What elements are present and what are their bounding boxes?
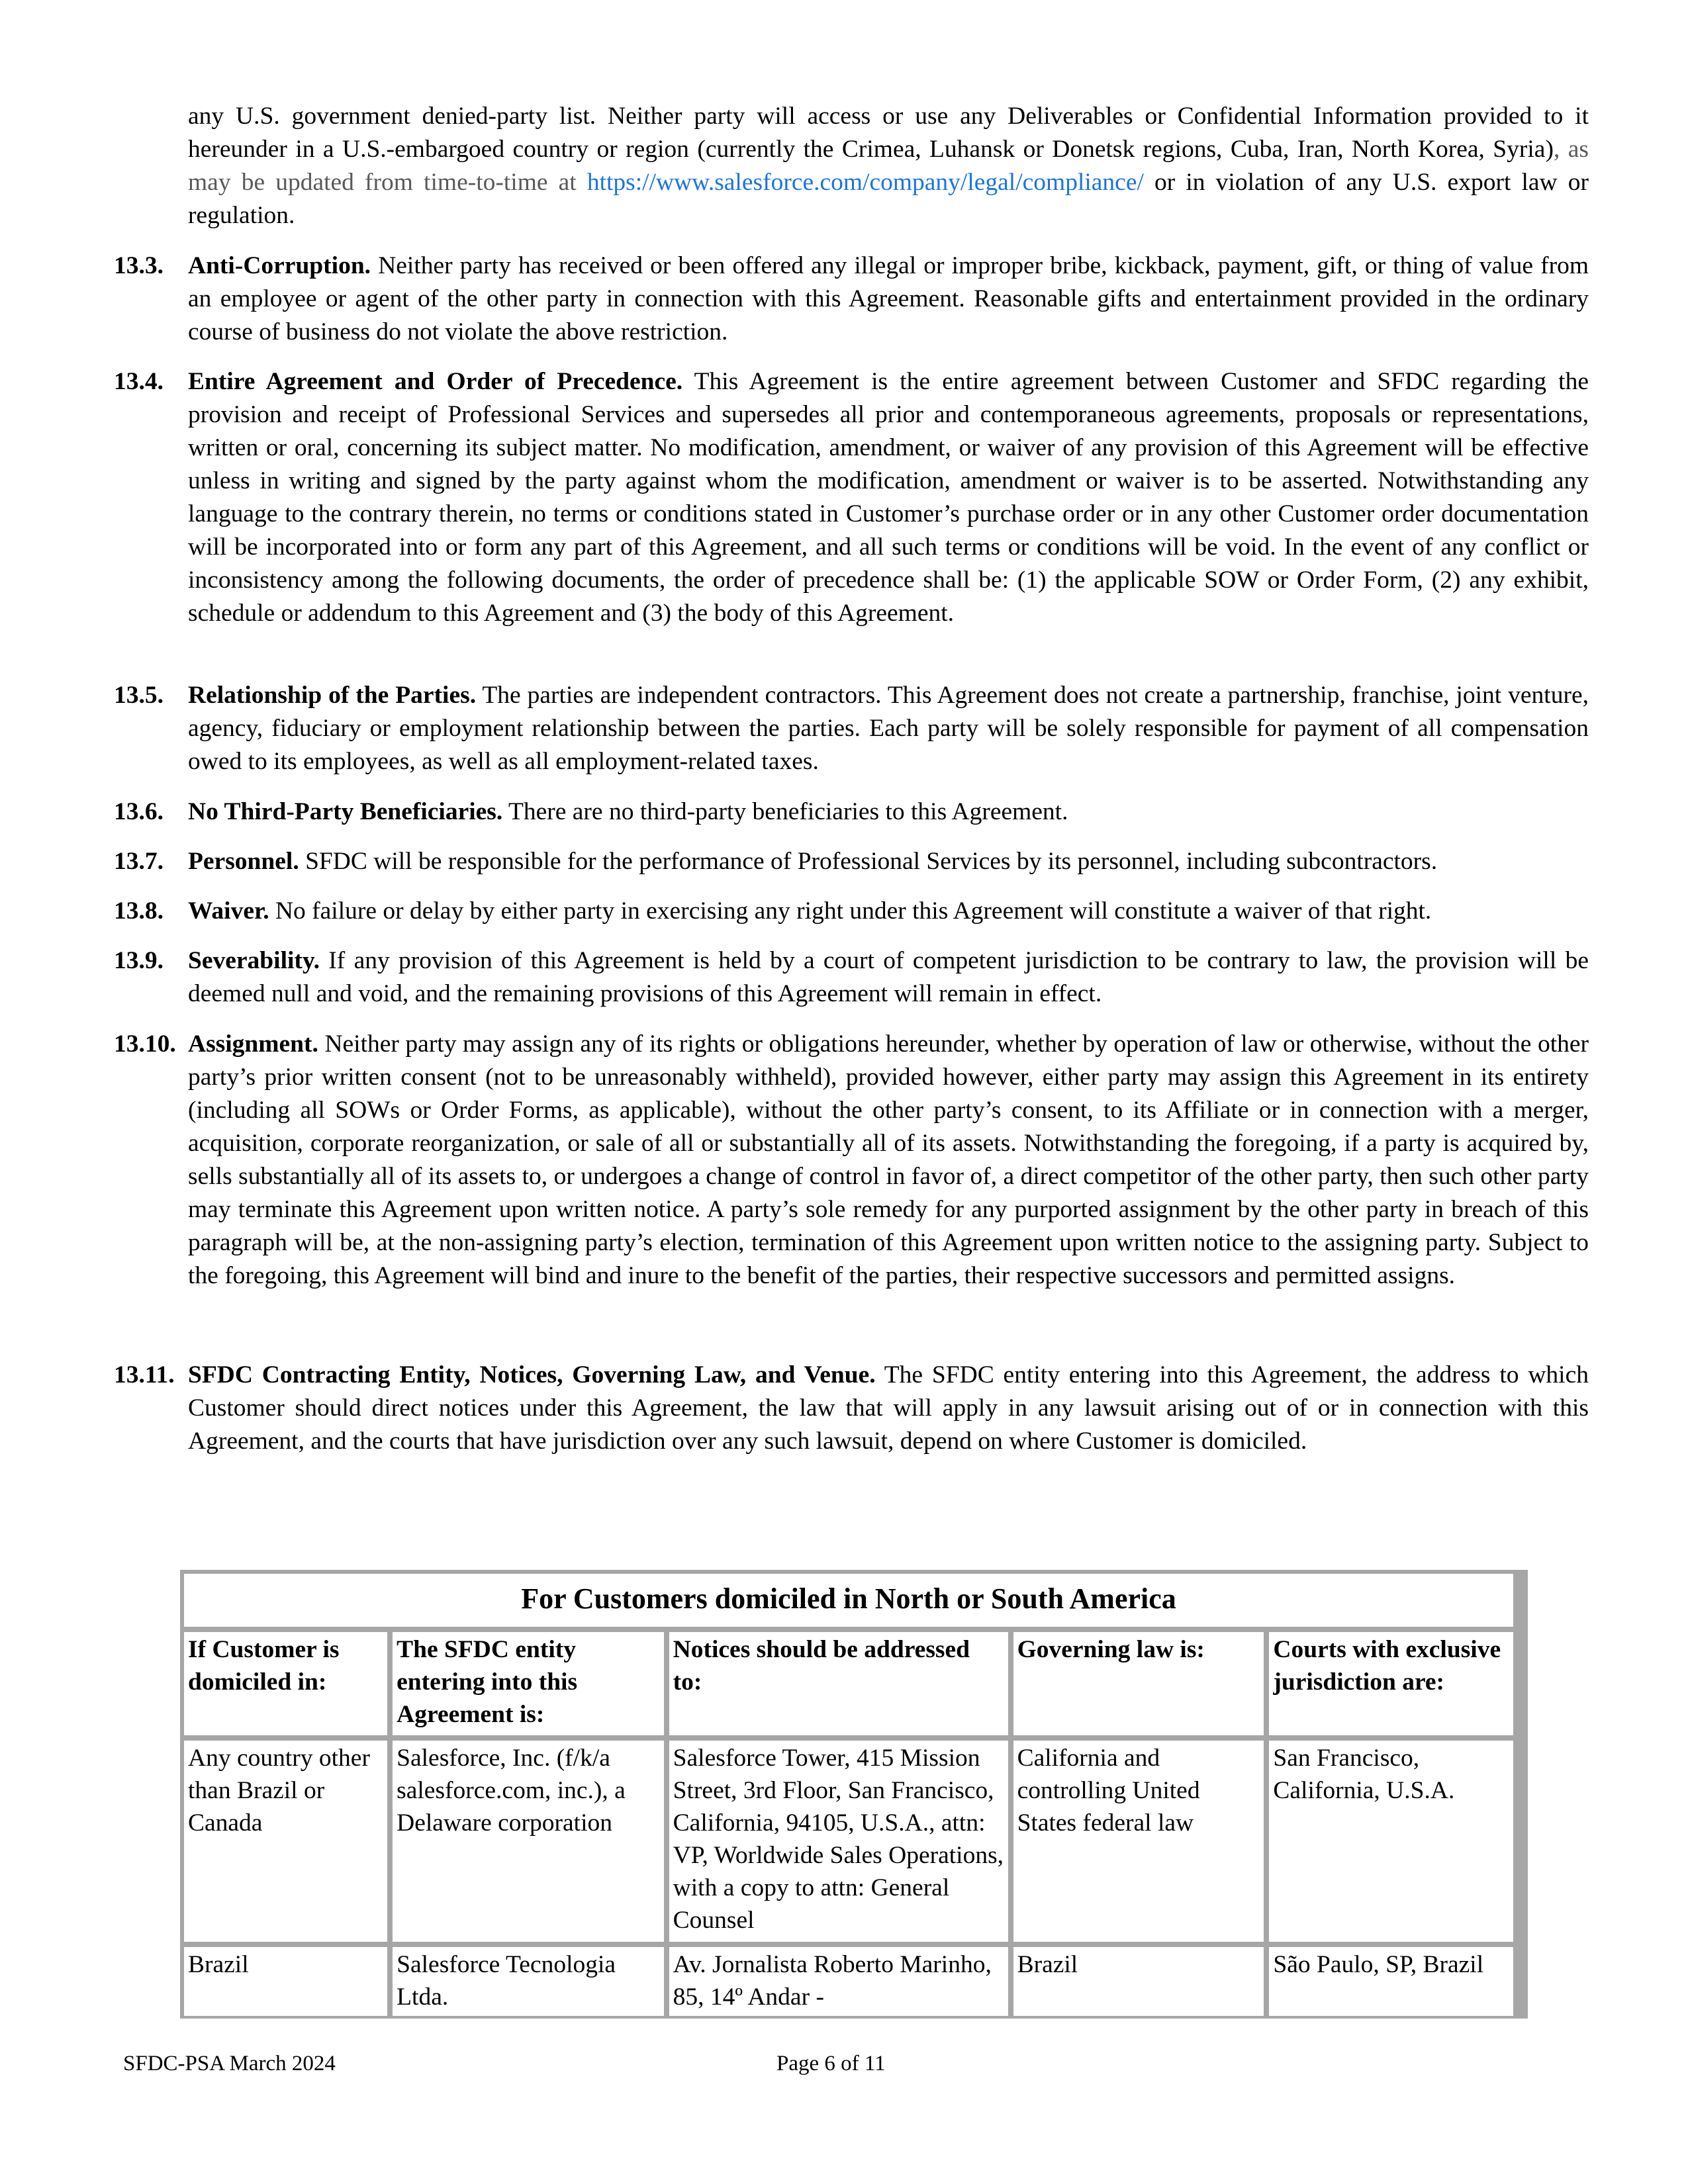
section-heading: Anti-Corruption. (188, 252, 371, 279)
section-heading: Severability. (188, 947, 320, 974)
column-header: Governing law is: (1013, 1632, 1264, 1735)
section-text: Neither party has received or been offered any illegal or improper bribe, kickback, payment, gift, or thing of value from an employee or agent of the other party in connection with this Agreement. Reasonable gifts and entertainment provided in the ordinary course of business do not violate the above restriction. (188, 252, 1589, 345)
section-13-3 (114, 250, 1589, 349)
table-cell: Salesforce Tower, 415 Mission Street, 3rd Floor, San Francisco, California, 94105, U.S.A., attn: VP, Worldwide Sales Operations, with a copy to attn: General Counsel (669, 1741, 1008, 1942)
intro-gray-text: , as may be updated from time-to-time at (188, 136, 1589, 196)
table-cell: Salesforce Tecnologia Ltda. (393, 1947, 664, 2016)
section-13-9 (114, 944, 1589, 1011)
section-heading: Entire Agreement and Order of Precedence. (188, 368, 683, 395)
section-number: 13.6. (114, 798, 164, 825)
table-cell: Av. Jornalista Roberto Marinho, 85, 14º Andar - (669, 1947, 1008, 2016)
section-number: 13.11. (114, 1361, 175, 1388)
column-header: If Customer is domiciled in: (184, 1632, 387, 1735)
section-text: Neither party may assign any of its rights or obligations hereunder, whether by operation of law or otherwise, without the other party’s prior written consent (not to be unreasonably withheld), provided however, either party may assign this Agreement in its entirety (including all SOWs or Order Forms, as applicable), without the other party’s consent, to its Affiliate or in connection with a merger, acquisition, corporate reorganization, or sale of all or substantially all of its assets. Notwithstanding the foregoing, if a party is acquired by, sells substantially all of its assets to, or undergoes a change of control in favor of, a direct competitor of the other party, then such other party may terminate this Agreement upon written notice. A party’s sole remedy for any purported assignment by the other party in breach of this paragraph will be, at the non-assigning party’s election, termination of this Agreement upon written notice to the assigning party. Subject to the foregoing, this Agreement will bind and inure to the benefit of the parties, their respective successors and permitted assigns. (188, 1030, 1589, 1289)
section-heading: Assignment. (188, 1030, 318, 1058)
section-heading: Personnel. (188, 848, 299, 875)
section-text: This Agreement is the entire agreement between Customer and SFDC regarding the provision and receipt of Professional Services and supersedes all prior and contemporaneous agreements, proposals or representations, written or oral, concerning its subject matter. No modification, amendment, or waiver of any provision of this Agreement will be effective unless in writing and signed by the party against whom the modification, amendment or waiver is to be asserted. Notwithstanding any language to the contrary therein, no terms or conditions stated in Customer’s purchase order or in any other Customer order documentation will be incorporated into or form any part of this Agreement, and all such terms or conditions will be void. In the event of any conflict or inconsistency among the following documents, the order of precedence shall be: (1) the applicable SOW or Order Form, (2) any exhibit, schedule or addendum to this Agreement and (3) the body of this Agreement. (188, 368, 1589, 627)
table-title: For Customers domiciled in North or South America (184, 1574, 1513, 1627)
section-number: 13.10. (114, 1030, 176, 1058)
column-header: The SFDC entity entering into this Agreement is: (393, 1632, 664, 1735)
section-text: If any provision of this Agreement is held by a court of competent jurisdiction to be contrary to law, the provision will be deemed null and void, and the remaining provisions of this Agreement will remain in effect. (188, 947, 1589, 1007)
section-13-11 (114, 1359, 1589, 1458)
section-number: 13.5. (114, 682, 164, 709)
section-heading: SFDC Contracting Entity, Notices, Governing Law, and Venue. (188, 1361, 876, 1388)
section-13-4 (114, 365, 1589, 630)
section-13-7 (114, 845, 1589, 878)
table-cell: Brazil (1013, 1947, 1264, 2016)
table-cell: Any country other than Brazil or Canada (184, 1741, 387, 1942)
entity-table-grid (179, 1569, 1519, 2021)
section-body (188, 845, 1589, 878)
compliance-link[interactable]: https://www.salesforce.com/company/legal/compliance/ (586, 169, 1144, 196)
table-cell: San Francisco, California, U.S.A. (1269, 1741, 1513, 1942)
table-cell: California and controlling United States federal law (1013, 1741, 1264, 1942)
section-number: 13.8. (114, 897, 164, 925)
table-row (184, 1741, 1513, 1942)
section-heading: Relationship of the Parties. (188, 682, 477, 709)
section-body (188, 1028, 1589, 1293)
section-body (188, 895, 1589, 928)
section-number: 13.9. (114, 947, 164, 974)
section-body (188, 365, 1589, 630)
footer-page-number: Page 6 of 11 (776, 2052, 886, 2075)
section-body (188, 250, 1589, 349)
section-body (188, 944, 1589, 1011)
footer-doc-version: SFDC-PSA March 2024 (123, 2052, 336, 2075)
section-body (188, 1359, 1589, 1458)
intro-paragraph (114, 100, 1589, 232)
section-number: 13.4. (114, 368, 164, 395)
section-text: No failure or delay by either party in exercising any right under this Agreement will constitute a waiver of that right. (269, 897, 1432, 925)
table-cell: Salesforce, Inc. (f/k/a salesforce.com, inc.), a Delaware corporation (393, 1741, 664, 1942)
intro-body (188, 100, 1589, 232)
section-heading: Waiver. (188, 897, 269, 925)
section-body (188, 679, 1589, 778)
section-text: SFDC will be responsible for the performance of Professional Services by its personnel, including subcontractors. (299, 848, 1438, 875)
section-number: 13.7. (114, 848, 164, 875)
column-header: Notices should be addressed to: (669, 1632, 1008, 1735)
column-header: Courts with exclusive jurisdiction are: (1269, 1632, 1513, 1735)
intro-text: any U.S. government denied-party list. Neither party will access or use any Deliverables or Confidential Information provided to it hereunder in a U.S.-embargoed country or region (currently the Crimea, Luhansk or Donetsk regions, Cuba, Iran, North Korea, Syria) (188, 103, 1589, 163)
table-cell: São Paulo, SP, Brazil (1269, 1947, 1513, 2016)
section-text: The SFDC entity entering into this Agreement, the address to which Customer should direct notices under this Agreement, the law that will apply in any lawsuit arising out of or in connection with this Agreement, and the courts that have jurisdiction over any such lawsuit, depend on where Customer is domiciled. (188, 1361, 1589, 1455)
section-text: There are no third-party beneficiaries to this Agreement. (502, 798, 1068, 825)
section-13-6 (114, 796, 1589, 829)
entity-table (180, 1570, 1528, 2019)
section-13-5 (114, 679, 1589, 778)
table-cell: Brazil (184, 1947, 387, 2016)
section-number: 13.3. (114, 252, 164, 279)
intro-text-end: or in violation of any U.S. export law or regulation. (188, 169, 1589, 229)
section-13-8 (114, 895, 1589, 928)
section-body (188, 796, 1589, 829)
section-text: The parties are independent contractors. This Agreement does not create a partnership, franchise, joint venture, agency, fiduciary or employment relationship between the parties. Each party will be solely responsible for payment of all compensation owed to its employees, as well as all employment-related taxes. (188, 682, 1589, 775)
section-heading: No Third-Party Beneficiaries. (188, 798, 503, 825)
table-row (184, 1947, 1513, 2016)
section-13-10 (114, 1028, 1589, 1293)
